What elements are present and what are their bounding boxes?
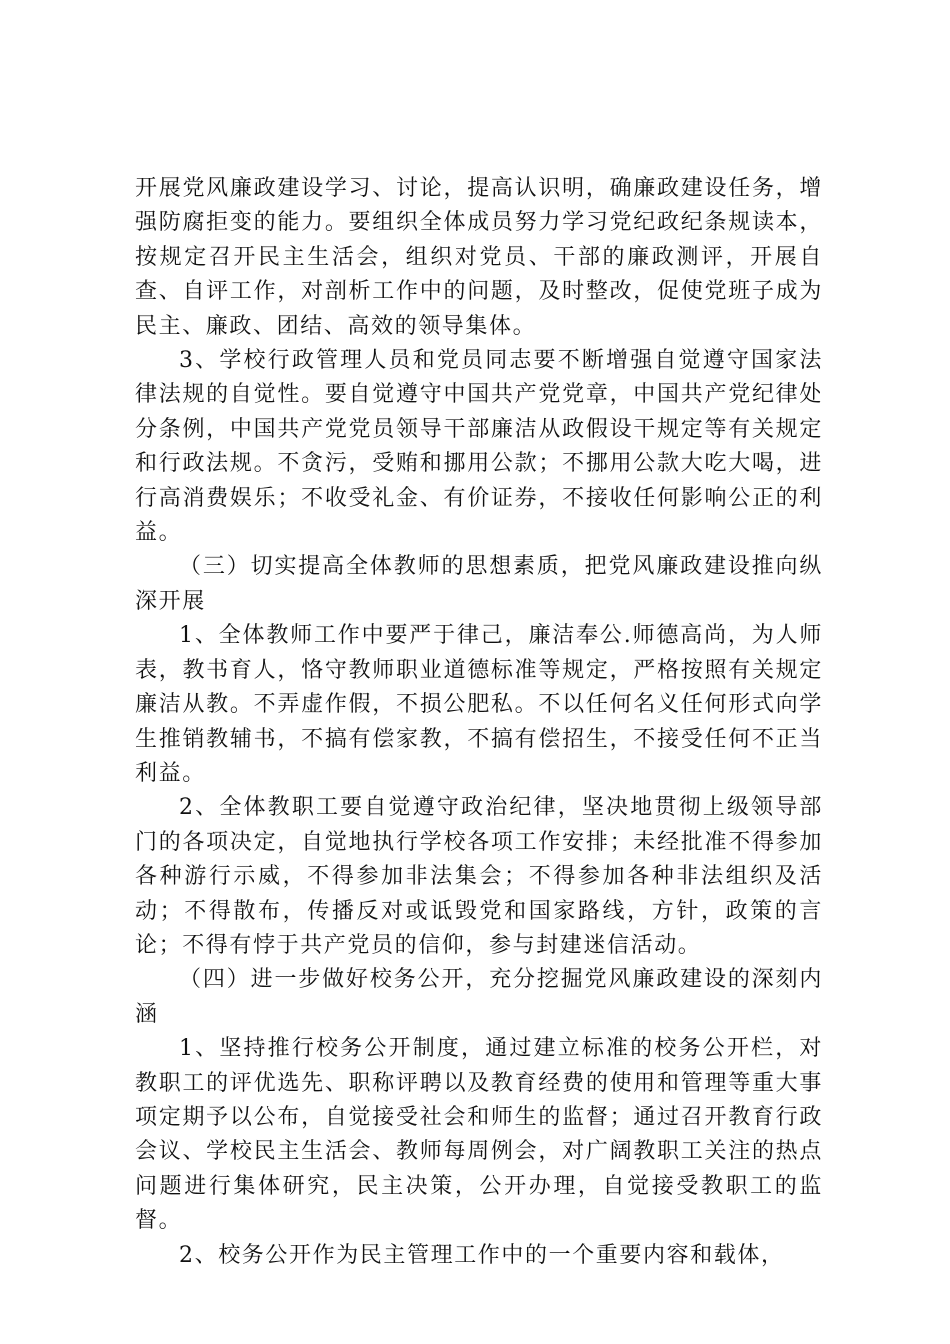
section-heading-3: （三）切实提高全体教师的思想素质，把党风廉政建设推向纵深开展 — [135, 554, 823, 614]
section-heading-4: （四）进一步做好校务公开，充分挖掘党风廉政建设的深刻内涵 — [135, 967, 823, 1027]
paragraph-continuation: 开展党风廉政建设学习、讨论，提高认识明，确廉政建设任务，增强防腐拒变的能力。要组织全体成员努力学习党纪政纪条规读本，按规定召开民主生活会，组织对党员、干部的廉政测评，开展自查、自评工作，对剖析工作中的问题，及时整改，促使党班子成为民主、廉政、团结、高效的领导集体。 — [135, 176, 823, 339]
paragraph-item-1-school-affairs-disclosure: 1、坚持推行校务公开制度，通过建立标准的校务公开栏，对教职工的评优选先、职称评聘以及教育经费的使用和管理等重大事项定期予以公布，自觉接受社会和师生的监督；通过召开教育行政会议、学校民主生活会、教师每周例会，对广阔教职工关注的热点问题进行集体研究，民主决策，公开办理，自觉接受教职工的监督。 — [135, 1036, 823, 1234]
paragraph-item-2-democratic-management: 2、校务公开作为民主管理工作中的一个重要内容和载体， — [179, 1242, 785, 1268]
paragraph-item-2-political-discipline: 2、全体教职工要自觉遵守政治纪律，坚决地贯彻上级领导部门的各项决定，自觉地执行学校各项工作安排；未经批准不得参加各种游行示威，不得参加非法集会；不得参加各种非法组织及活动；不得散布，传播反对或诋毁党和国家路线，方针，政策的言论；不得有悖于共产党员的信仰，参与封建迷信活动。 — [135, 795, 823, 958]
paragraph-item-1-teacher-conduct: 1、全体教师工作中要严于律己，廉洁奉公.师德高尚，为人师表，教书育人，恪守教师职业道德标准等规定，严格按照有关规定廉洁从教。不弄虚作假，不损公肥私。不以任何名义任何形式向学生推销教辅书，不搞有偿家教，不搞有偿招生，不接受任何不正当利益。 — [135, 623, 823, 786]
paragraph-item-3-legal-compliance: 3、学校行政管理人员和党员同志要不断增强自觉遵守国家法律法规的自觉性。要自觉遵守中国共产党党章，中国共产党纪律处分条例，中国共产党党员领导干部廉洁从政假设干规定等有关规定和行政法规。不贪污，受贿和挪用公款；不挪用公款大吃大喝，进行高消费娱乐；不收受礼金、有价证券，不接收任何影响公正的利益。 — [135, 348, 823, 546]
document-body — [135, 172, 823, 1273]
